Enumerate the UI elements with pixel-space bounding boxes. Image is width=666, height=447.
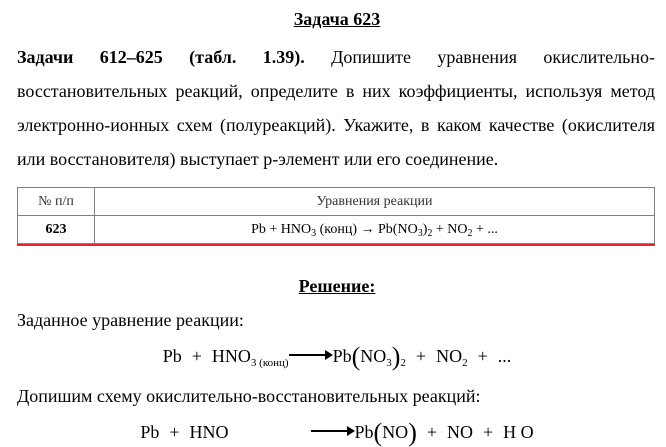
eq-sub3: 2 bbox=[427, 227, 433, 239]
task-text: Допишите уравнения окислительно-восстановительных реакций, определите в них коэффициенты, используя метод электронно-ионных схем (полуреакций). Укажите, в каком качестве (окислителя или восстановителя) выступает p-элемент или его соединение. bbox=[17, 47, 655, 169]
scheme-label: Допишим схему окислительно-восстановительных реакций: bbox=[17, 386, 481, 406]
eq2-no2: NO bbox=[447, 422, 474, 442]
eq2-pb: Pb bbox=[140, 422, 160, 442]
table-underline bbox=[17, 244, 655, 246]
row-number: 623 bbox=[18, 216, 95, 244]
eq1-hno3: HNO bbox=[211, 346, 251, 366]
eq2-hno3: HNO bbox=[189, 422, 229, 442]
eq-sub1: 3 bbox=[311, 227, 317, 239]
reaction-arrow-icon bbox=[289, 350, 333, 360]
eq-part4: + NO bbox=[432, 221, 468, 237]
header-number: № п/п bbox=[18, 188, 95, 216]
reaction-table bbox=[17, 187, 655, 246]
eq2-h2o: H O bbox=[503, 422, 534, 442]
eq1-dots: ... bbox=[497, 346, 512, 366]
eq2-pb-product: Pb bbox=[354, 422, 374, 442]
task-range-label: Задачи 612–625 (табл. 1.39). bbox=[17, 47, 305, 67]
eq2-plus: + bbox=[169, 422, 180, 442]
eq1-hno3-sub: 3 (конц) bbox=[250, 357, 289, 369]
given-equation: $Pb + HNO_{3 (конц)}$ $Pb(NO_3)_2 + NO_2$ + ... bbox=[162, 342, 512, 371]
eq1-no3-sub: 3 bbox=[386, 357, 392, 369]
eq1-no3: NO bbox=[360, 346, 387, 366]
eq-sub4: 2 bbox=[467, 227, 473, 239]
eq1-no2: NO bbox=[436, 346, 463, 366]
eq-part2: (конц) → Pb(NO bbox=[316, 221, 418, 237]
row-equation bbox=[95, 216, 655, 244]
eq-part5: + ... bbox=[472, 221, 498, 237]
eq1-no2-sub: 2 bbox=[462, 357, 468, 369]
eq1-pb-product: Pb bbox=[332, 346, 352, 366]
header-equation: Уравнения реакции bbox=[95, 188, 655, 216]
eq2-no3: NO bbox=[382, 422, 409, 442]
table-row bbox=[18, 216, 655, 244]
task-title: Задача 623 bbox=[293, 9, 381, 29]
scheme-equation: Pb + HNO Pb(NO) + NO + H O bbox=[140, 418, 534, 447]
table-header-row bbox=[18, 188, 655, 216]
solution-title: Решение: bbox=[298, 276, 376, 296]
eq1-plus: + bbox=[191, 346, 202, 366]
given-equation-label: Заданное уравнение реакции: bbox=[17, 310, 244, 330]
eq1-outer-sub: 2 bbox=[400, 357, 406, 369]
eq-part1: Pb + HNO bbox=[251, 221, 312, 237]
eq-part3: ) bbox=[422, 221, 428, 237]
eq-sub2: 3 bbox=[417, 227, 423, 239]
scheme-arrow-icon bbox=[311, 426, 355, 436]
task-description bbox=[17, 40, 655, 176]
eq1-pb: Pb bbox=[162, 346, 182, 366]
